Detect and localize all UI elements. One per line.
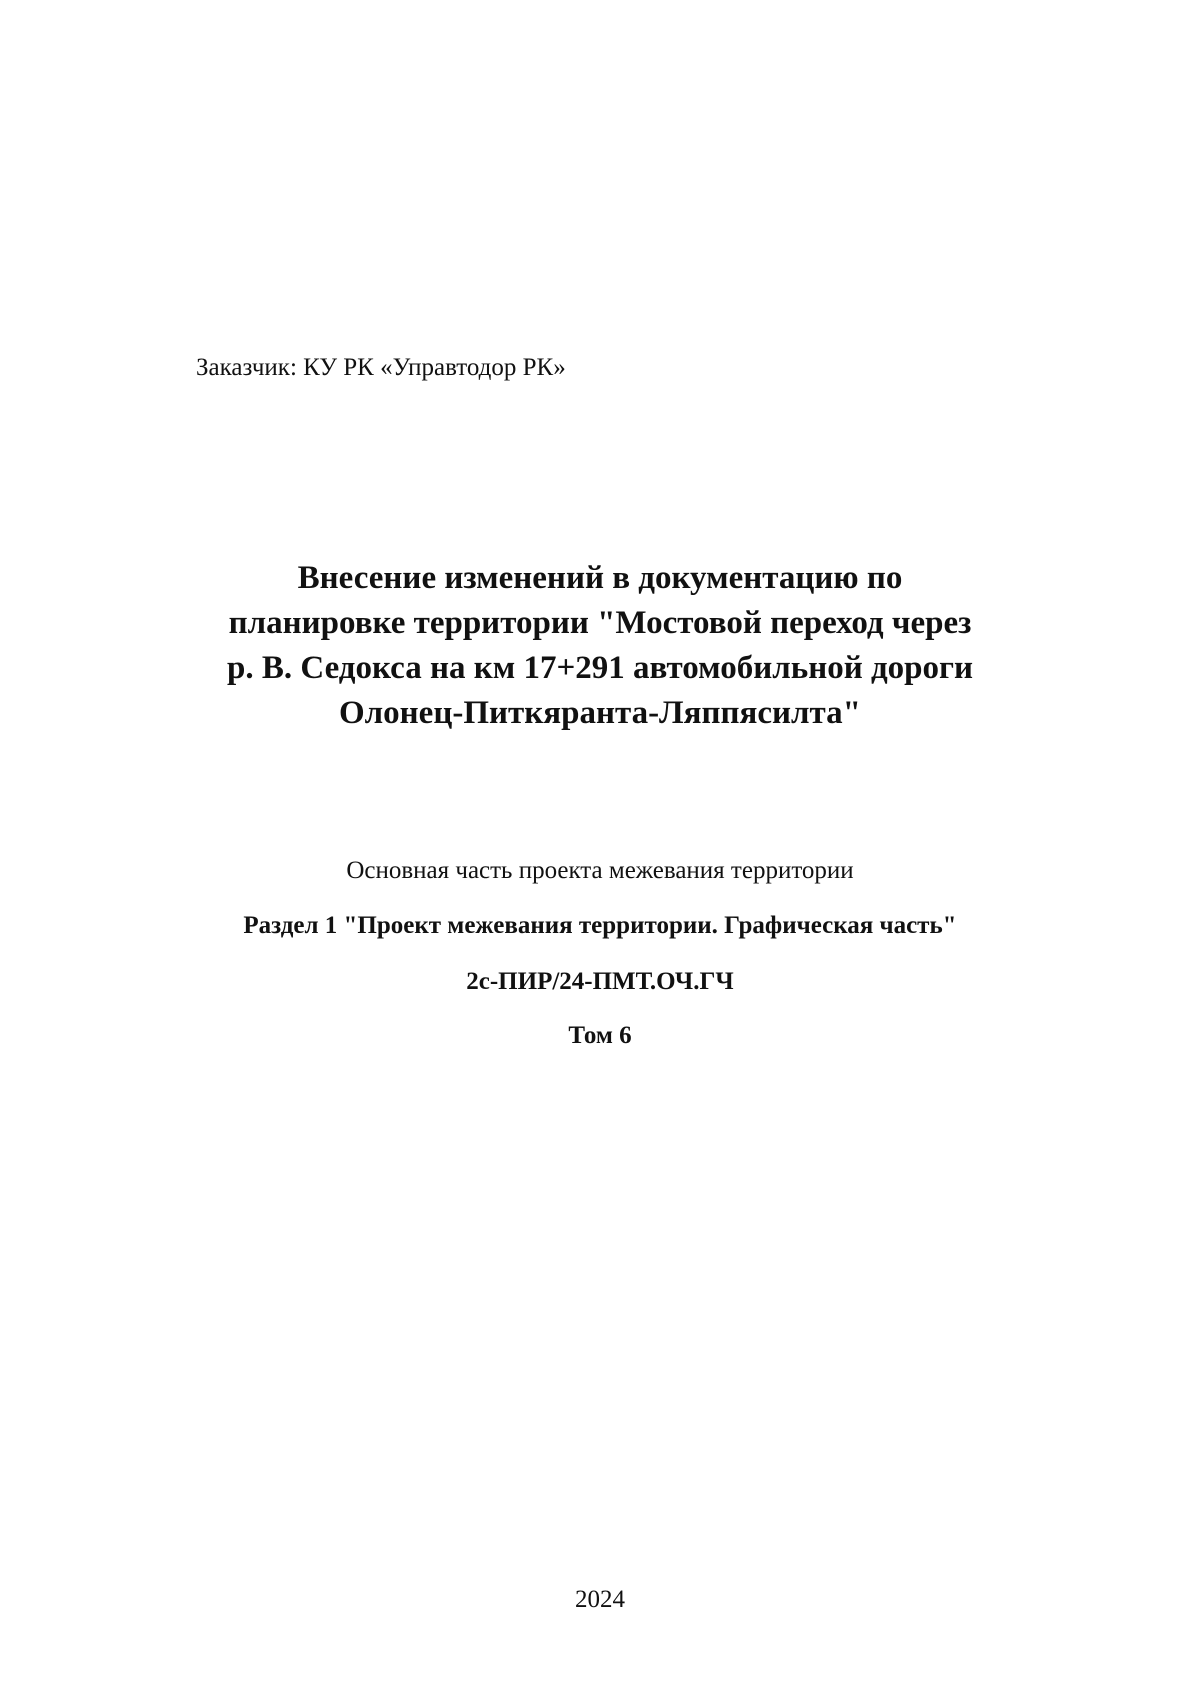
volume-label: Том 6 (568, 1022, 632, 1049)
title-line-2: планировке территории "Мостовой переход через (228, 605, 972, 641)
title-line-4: Олонец-Питкяранта-Ляппясилта" (338, 695, 861, 731)
document-code: 2с-ПИР/24-ПМТ.ОЧ.ГЧ (466, 968, 734, 995)
title-line-1: Внесение изменений в документацию по (297, 560, 903, 596)
document-title (100, 556, 1100, 736)
title-line-3: р. В. Седокса на км 17+291 автомобильной дороги (226, 650, 974, 686)
section-heading: Раздел 1 "Проект межевания территории. Графическая часть" (243, 912, 957, 939)
document-year: 2024 (575, 1586, 625, 1613)
customer-line: Заказчик: КУ РК «Управтодор РК» (196, 354, 566, 381)
document-subtitle: Основная часть проекта межевания территории (346, 857, 854, 884)
